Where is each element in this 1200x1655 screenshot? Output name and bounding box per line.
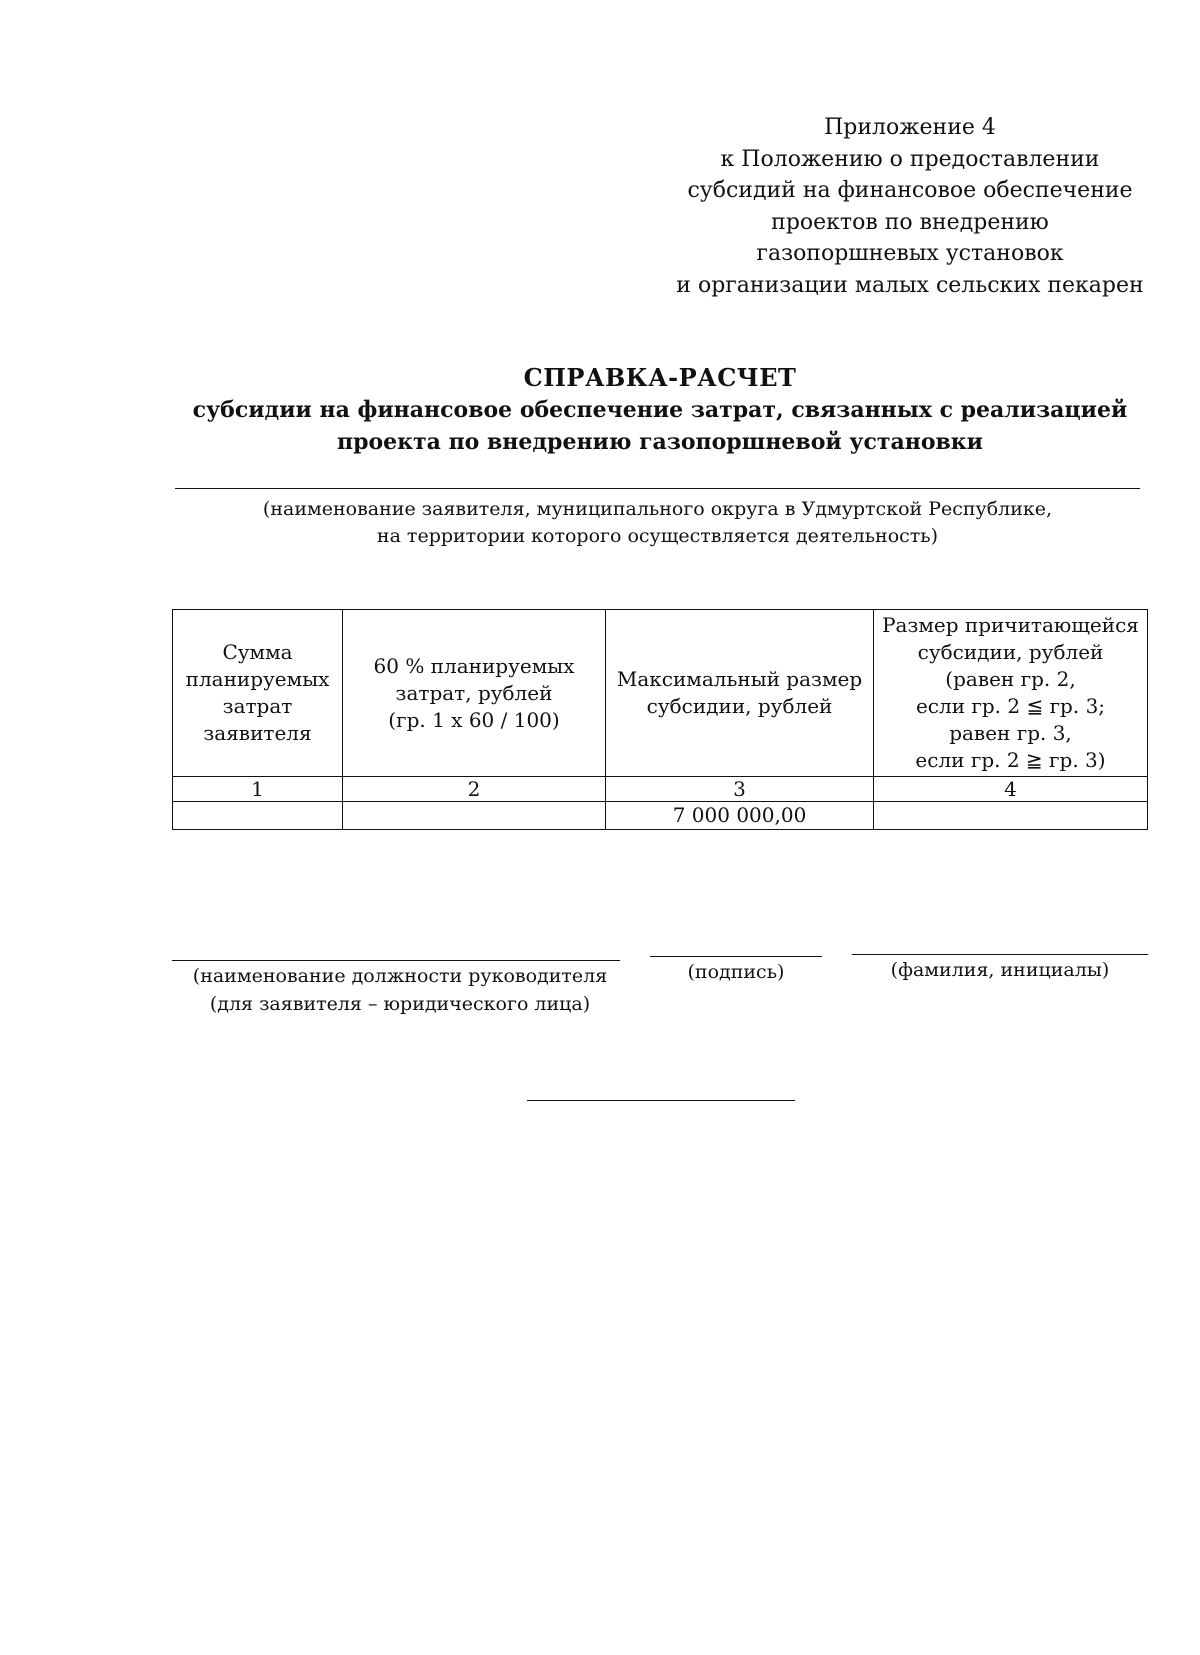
column-number: 3: [606, 777, 874, 802]
name-caption: (фамилия, инициалы): [890, 959, 1110, 981]
header-cell-due-subsidy: Размер причитающейся субсидии, рублей (равен гр. 2, если гр. 2 ≦ гр. 3; равен гр. 3, если гр. 2 ≧ гр. 3): [874, 610, 1148, 777]
table-column-numbers-row: [173, 777, 1148, 802]
appendix-line: Приложение 4: [824, 115, 996, 140]
value-cell-planned-costs: [173, 802, 343, 830]
end-separator-line: [527, 1100, 795, 1101]
appendix-header: [660, 112, 1160, 301]
applicant-caption-line1: (наименование заявителя, муниципального округа в Удмуртской Республике,: [262, 498, 1053, 520]
header-cell-max-subsidy: Максимальный размер субсидии, рублей: [606, 610, 874, 777]
column-number: 4: [874, 777, 1148, 802]
title-subtitle-line2: проекта по внедрению газопоршневой установки: [336, 429, 983, 455]
appendix-line: газопоршневых установок: [756, 241, 1064, 266]
header-cell-planned-costs: Сумма планируемых затрат заявителя: [173, 610, 343, 777]
title-main: СПРАВКА-РАСЧЕТ: [523, 363, 797, 392]
position-caption-line2: (для заявителя – юридического лица): [209, 993, 591, 1015]
table-row: [173, 802, 1148, 830]
position-line: [172, 960, 620, 961]
appendix-line: проектов по внедрению: [771, 209, 1049, 235]
signature-line: [650, 956, 822, 957]
column-number: 2: [343, 777, 606, 802]
applicant-name-line: [175, 488, 1140, 489]
header-cell-sixty-percent: 60 % планируемых затрат, рублей (гр. 1 х 60 / 100): [343, 610, 606, 777]
applicant-caption: [160, 496, 1155, 550]
name-line: [852, 954, 1148, 955]
appendix-line: и организации малых сельских пекарен: [676, 272, 1144, 298]
column-number: 1: [173, 777, 343, 802]
document-title: [130, 362, 1190, 458]
value-cell-due-subsidy: [874, 802, 1148, 830]
title-subtitle-line1: субсидии на финансовое обеспечение затрат, связанных с реализацией: [192, 397, 1128, 423]
table-header-row: [173, 610, 1148, 777]
position-caption-line1: (наименование должности руководителя: [192, 965, 608, 987]
position-caption: [150, 962, 650, 1018]
signature-caption: (подпись): [687, 961, 785, 983]
applicant-caption-line2: на территории которого осуществляется деятельность): [376, 525, 939, 547]
calculation-table: [172, 609, 1148, 830]
value-cell-max-subsidy: 7 000 000,00: [606, 802, 874, 830]
appendix-line: субсидий на финансовое обеспечение: [687, 178, 1133, 203]
value-cell-sixty-percent: [343, 802, 606, 830]
appendix-line: к Положению о предоставлении: [720, 146, 1100, 172]
